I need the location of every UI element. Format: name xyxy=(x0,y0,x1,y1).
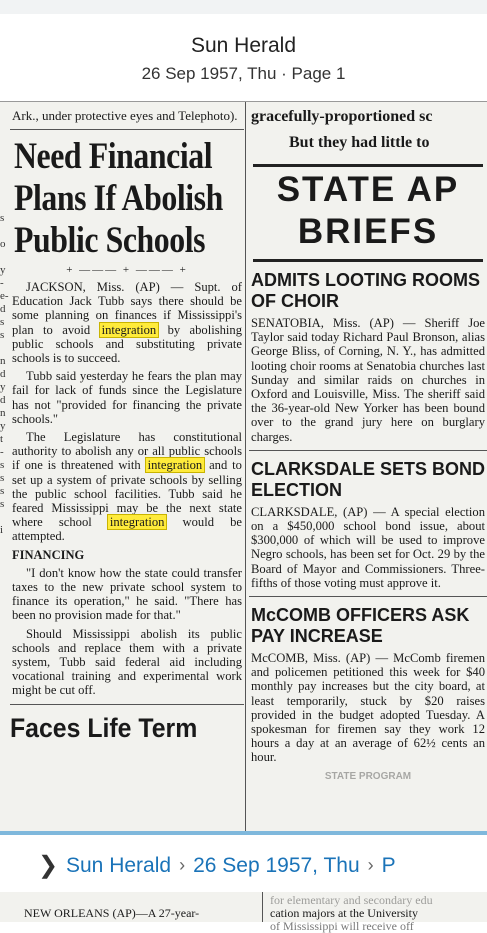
article-column-right xyxy=(249,102,487,832)
article-fragment: for elementary and secondary edu cation majors at the University of Mississippi will receive off xyxy=(270,893,433,933)
publication-title: Sun Herald xyxy=(190,34,297,57)
previous-article-fragment: gracefully-proportioned sc xyxy=(251,108,433,125)
brief-body: McCOMB, Miss. (AP) — McComb firemen and policemen petitioned this week for $40 monthly pay increases but the city board, at least temporarily, stuck by $20 raises provided in the budget adopted Tuesday. A spokesman for firemen say they work 12 hours a day at an average of 62½ cents an hour. xyxy=(251,651,485,765)
dinkus-separator: + ——— + ——— + xyxy=(66,264,188,276)
search-highlight[interactable]: integration xyxy=(101,322,157,337)
newspaper-page-viewer[interactable] xyxy=(0,101,487,832)
browser-top-strip xyxy=(0,0,487,15)
edge-fragment: o xyxy=(0,238,6,250)
edge-fragment: d xyxy=(0,368,6,380)
edge-fragment: y xyxy=(0,420,6,432)
newspaper-page-continuation xyxy=(0,892,487,933)
edge-fragment: e- xyxy=(0,290,9,302)
publication-date-page: 26 Sep 1957, Thu · Page 1 xyxy=(141,64,346,83)
breadcrumb-separator: › xyxy=(367,855,374,875)
paragraph: Tubb said yesterday he fears the plan may fail for lack of funds since the Legislature has not "provided for financing the private schools." xyxy=(12,369,242,426)
edge-fragment: i xyxy=(0,524,4,536)
paragraph: Should Mississippi abolish its public schools and replace them with a private system, Tubb said federal aid including vocational training and experimental work might be cut off. xyxy=(12,626,242,698)
edge-fragment: s xyxy=(0,498,5,510)
page-header xyxy=(0,14,487,100)
edge-fragment: t xyxy=(0,433,4,445)
edge-fragment: - xyxy=(0,277,4,289)
article-body xyxy=(12,280,242,698)
edge-fragment: y xyxy=(0,264,6,276)
article-column-left xyxy=(10,102,244,832)
breadcrumb-bar xyxy=(0,831,487,896)
chevron-right-icon[interactable]: ❯ xyxy=(37,852,59,879)
edge-fragment xyxy=(0,342,8,355)
breadcrumb-date[interactable]: 26 Sep 1957, Thu xyxy=(193,853,360,877)
brief-headline: McCOMB OFFICERS ASK PAY INCREASE xyxy=(251,605,470,647)
search-highlight[interactable]: integration xyxy=(109,515,165,530)
left-column-fragment xyxy=(0,212,8,832)
edge-fragment: n xyxy=(0,407,6,419)
edge-fragment xyxy=(0,251,8,264)
edge-fragment xyxy=(0,511,8,524)
edge-fragment: s xyxy=(0,329,5,341)
next-article-headline: Faces Life Term xyxy=(10,712,198,743)
paragraph: "I don't know how the state could transfer taxes to the new private school system to finance its operation," he said. "There has been no provision made for that." xyxy=(12,565,242,623)
previous-article-fragment: But they had little to xyxy=(289,134,430,151)
breadcrumb-page[interactable]: P xyxy=(381,853,396,877)
banner-line: BRIEFS xyxy=(297,212,439,251)
brief-headline: STATE PROGRAM xyxy=(324,770,412,782)
edge-fragment: s xyxy=(0,485,5,497)
breadcrumb-separator: › xyxy=(179,855,186,875)
article-headline xyxy=(14,136,223,262)
edge-fragment: s xyxy=(0,459,5,471)
brief-body: CLARKSDALE, (AP) — A special election on a $450,000 school bond issue, about $300,000 of which will be used to improve Negro schools, has been set for Oct. 29 by the Board of Mayor and Commissioners. Three-fifths of those voting must approve it. xyxy=(251,504,485,590)
search-highlight[interactable]: integration xyxy=(147,458,203,473)
banner-line: STATE AP xyxy=(276,170,460,209)
edge-fragment: s xyxy=(0,212,5,224)
edge-fragment: y xyxy=(0,381,6,393)
edge-fragment: n xyxy=(0,355,6,367)
edge-fragment: d xyxy=(0,303,6,315)
paragraph: JACKSON, Miss. (AP) — Supt. of Education Jack Tubb says there should be some planning on finances if Mississippi's plan to avoid integration by abolishing public schools and substituting private schools is to succeed. xyxy=(12,280,243,366)
edge-fragment: - xyxy=(0,446,4,458)
photo-caption: Ark., under protective eyes and Telephoto). xyxy=(12,108,238,123)
headline-line: Need Financial xyxy=(14,136,213,177)
article-fragment: NEW ORLEANS (AP)—A 27-year- xyxy=(24,906,200,920)
brief-headline: ADMITS LOOTING ROOMS OF CHOIR xyxy=(251,270,480,311)
headline-line: Public Schools xyxy=(14,220,206,261)
headline-line: Plans If Abolish xyxy=(14,178,223,219)
article-subhead: FINANCING xyxy=(12,547,85,562)
breadcrumb-publication[interactable]: Sun Herald xyxy=(66,853,172,877)
edge-fragment xyxy=(0,225,8,238)
column-rule xyxy=(245,102,246,832)
edge-fragment: s xyxy=(0,316,5,328)
edge-fragment: d xyxy=(0,394,6,406)
edge-fragment: s xyxy=(0,472,5,484)
section-banner xyxy=(253,164,483,262)
paragraph: The Legislature has constitutional authority to abolish any or all public schools if one is threatened with integration and to set up a system of private schools by selling the public school facilities. Tubb said he feared Mississippi may be the next state where school integration would be attempted. xyxy=(12,430,242,544)
column-rule xyxy=(262,892,263,922)
brief-body: SENATOBIA, Miss. (AP) — Sheriff Joe Taylor said today Richard Paul Bronson, alias George Bliss, of Corning, N. Y., has admitted looting choir rooms at Senatobia churches last Sunday and similar raids on churches in Oxford and Louisville, Miss. The sheriff said the 36-year-old New Yorker has been bound over to the grand jury here on burglary charges. xyxy=(251,316,485,444)
brief-headline: CLARKSDALE SETS BOND ELECTION xyxy=(251,458,486,500)
